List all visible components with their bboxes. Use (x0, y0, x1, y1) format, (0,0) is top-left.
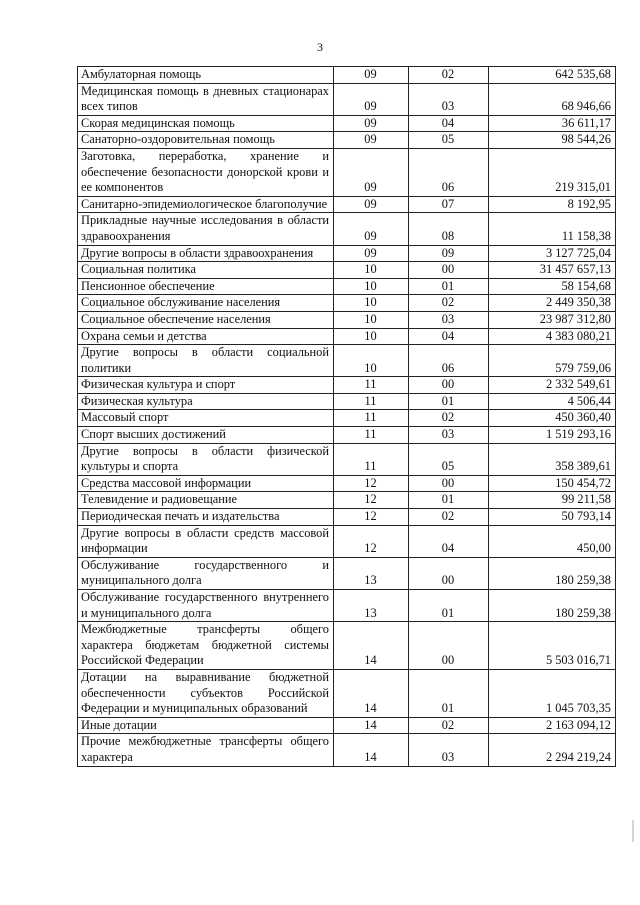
row-amount-cell: 1 519 293,16 (489, 427, 616, 444)
table-row (78, 213, 616, 245)
row-section-cell: 10 (334, 295, 409, 312)
row-name-cell: Обслуживание государственного внутреннего и муниципального долга (78, 590, 334, 622)
row-name-cell: Другие вопросы в области социальной политики (78, 345, 334, 377)
row-name-cell: Обслуживание государственного и муниципального долга (78, 557, 334, 589)
row-name-cell: Другие вопросы в области средств массовой информации (78, 525, 334, 557)
row-subsection-cell: 03 (409, 311, 489, 328)
row-subsection-cell: 00 (409, 557, 489, 589)
row-subsection-cell: 05 (409, 132, 489, 149)
table-row (78, 196, 616, 213)
row-section-cell: 09 (334, 67, 409, 84)
row-amount-cell: 58 154,68 (489, 278, 616, 295)
scan-edge-mark (632, 820, 634, 842)
table-row (78, 393, 616, 410)
table-row (78, 83, 616, 115)
row-amount-cell: 50 793,14 (489, 509, 616, 526)
row-name-cell: Периодическая печать и издательства (78, 509, 334, 526)
row-subsection-cell: 09 (409, 245, 489, 262)
row-section-cell: 11 (334, 427, 409, 444)
row-section-cell: 10 (334, 345, 409, 377)
row-amount-cell: 358 389,61 (489, 443, 616, 475)
row-subsection-cell: 08 (409, 213, 489, 245)
row-subsection-cell: 00 (409, 262, 489, 279)
row-amount-cell: 180 259,38 (489, 590, 616, 622)
row-subsection-cell: 03 (409, 427, 489, 444)
row-name-cell: Социальное обеспечение населения (78, 311, 334, 328)
row-amount-cell: 11 158,38 (489, 213, 616, 245)
row-amount-cell: 5 503 016,71 (489, 622, 616, 670)
row-name-cell: Медицинская помощь в дневных стационарах всех типов (78, 83, 334, 115)
table-row (78, 427, 616, 444)
table-row (78, 410, 616, 427)
row-section-cell: 10 (334, 311, 409, 328)
row-amount-cell: 2 332 549,61 (489, 377, 616, 394)
row-subsection-cell: 01 (409, 669, 489, 717)
row-section-cell: 13 (334, 590, 409, 622)
row-section-cell: 14 (334, 717, 409, 734)
table-row (78, 509, 616, 526)
row-section-cell: 09 (334, 132, 409, 149)
row-section-cell: 12 (334, 509, 409, 526)
row-amount-cell: 1 045 703,35 (489, 669, 616, 717)
table-row (78, 443, 616, 475)
row-section-cell: 09 (334, 115, 409, 132)
table-row (78, 295, 616, 312)
row-section-cell: 11 (334, 410, 409, 427)
row-subsection-cell: 07 (409, 196, 489, 213)
table-row (78, 262, 616, 279)
table-row (78, 115, 616, 132)
row-amount-cell: 219 315,01 (489, 148, 616, 196)
row-amount-cell: 23 987 312,80 (489, 311, 616, 328)
row-subsection-cell: 02 (409, 509, 489, 526)
row-name-cell: Пенсионное обеспечение (78, 278, 334, 295)
row-amount-cell: 450 360,40 (489, 410, 616, 427)
row-section-cell: 10 (334, 262, 409, 279)
row-subsection-cell: 02 (409, 410, 489, 427)
row-subsection-cell: 02 (409, 295, 489, 312)
table-row (78, 148, 616, 196)
row-subsection-cell: 00 (409, 622, 489, 670)
row-section-cell: 11 (334, 393, 409, 410)
row-amount-cell: 99 211,58 (489, 492, 616, 509)
row-subsection-cell: 06 (409, 345, 489, 377)
row-name-cell: Другие вопросы в области физической культуры и спорта (78, 443, 334, 475)
row-name-cell: Дотации на выравнивание бюджетной обеспеченности субъектов Российской Федерации и муниципальных образований (78, 669, 334, 717)
row-section-cell: 14 (334, 622, 409, 670)
row-subsection-cell: 03 (409, 734, 489, 766)
row-subsection-cell: 01 (409, 393, 489, 410)
row-subsection-cell: 03 (409, 83, 489, 115)
table-row (78, 475, 616, 492)
row-subsection-cell: 04 (409, 328, 489, 345)
table-row (78, 492, 616, 509)
row-subsection-cell: 00 (409, 377, 489, 394)
row-section-cell: 12 (334, 492, 409, 509)
row-name-cell: Средства массовой информации (78, 475, 334, 492)
row-section-cell: 11 (334, 377, 409, 394)
table-row (78, 557, 616, 589)
row-amount-cell: 98 544,26 (489, 132, 616, 149)
table-row (78, 590, 616, 622)
table-row (78, 734, 616, 766)
row-name-cell: Социальная политика (78, 262, 334, 279)
row-section-cell: 10 (334, 328, 409, 345)
row-subsection-cell: 01 (409, 278, 489, 295)
row-section-cell: 09 (334, 148, 409, 196)
row-name-cell: Прикладные научные исследования в области здравоохранения (78, 213, 334, 245)
row-name-cell: Межбюджетные трансферты общего характера бюджетам бюджетной системы Российской Федерации (78, 622, 334, 670)
row-amount-cell: 2 449 350,38 (489, 295, 616, 312)
row-section-cell: 12 (334, 475, 409, 492)
row-amount-cell: 36 611,17 (489, 115, 616, 132)
row-section-cell: 10 (334, 278, 409, 295)
row-name-cell: Другие вопросы в области здравоохранения (78, 245, 334, 262)
budget-table-body (78, 67, 616, 767)
row-amount-cell: 8 192,95 (489, 196, 616, 213)
row-name-cell: Амбулаторная помощь (78, 67, 334, 84)
table-row (78, 345, 616, 377)
row-amount-cell: 579 759,06 (489, 345, 616, 377)
row-amount-cell: 2 163 094,12 (489, 717, 616, 734)
row-subsection-cell: 01 (409, 492, 489, 509)
row-name-cell: Прочие межбюджетные трансферты общего характера (78, 734, 334, 766)
row-section-cell: 13 (334, 557, 409, 589)
row-subsection-cell: 04 (409, 525, 489, 557)
row-name-cell: Скорая медицинская помощь (78, 115, 334, 132)
row-name-cell: Массовый спорт (78, 410, 334, 427)
row-name-cell: Охрана семьи и детства (78, 328, 334, 345)
row-subsection-cell: 01 (409, 590, 489, 622)
row-amount-cell: 31 457 657,13 (489, 262, 616, 279)
row-name-cell: Санитарно-эпидемиологическое благополучие (78, 196, 334, 213)
row-name-cell: Спорт высших достижений (78, 427, 334, 444)
table-row (78, 132, 616, 149)
row-subsection-cell: 02 (409, 67, 489, 84)
table-row (78, 245, 616, 262)
table-row (78, 311, 616, 328)
row-amount-cell: 2 294 219,24 (489, 734, 616, 766)
row-name-cell: Физическая культура и спорт (78, 377, 334, 394)
row-subsection-cell: 05 (409, 443, 489, 475)
table-row (78, 67, 616, 84)
budget-table (77, 66, 616, 767)
table-row (78, 622, 616, 670)
table-row (78, 328, 616, 345)
row-amount-cell: 3 127 725,04 (489, 245, 616, 262)
table-row (78, 278, 616, 295)
row-section-cell: 11 (334, 443, 409, 475)
row-subsection-cell: 02 (409, 717, 489, 734)
row-name-cell: Санаторно-оздоровительная помощь (78, 132, 334, 149)
row-section-cell: 14 (334, 734, 409, 766)
row-amount-cell: 4 383 080,21 (489, 328, 616, 345)
table-row (78, 717, 616, 734)
row-amount-cell: 150 454,72 (489, 475, 616, 492)
page-number: 3 (317, 40, 323, 54)
row-amount-cell: 450,00 (489, 525, 616, 557)
table-row (78, 377, 616, 394)
row-subsection-cell: 06 (409, 148, 489, 196)
row-name-cell: Иные дотации (78, 717, 334, 734)
row-name-cell: Телевидение и радиовещание (78, 492, 334, 509)
row-subsection-cell: 04 (409, 115, 489, 132)
row-amount-cell: 642 535,68 (489, 67, 616, 84)
row-section-cell: 09 (334, 196, 409, 213)
row-amount-cell: 68 946,66 (489, 83, 616, 115)
table-row (78, 525, 616, 557)
row-name-cell: Физическая культура (78, 393, 334, 410)
row-section-cell: 14 (334, 669, 409, 717)
row-section-cell: 09 (334, 213, 409, 245)
row-name-cell: Заготовка, переработка, хранение и обеспечение безопасности донорской крови и ее компонентов (78, 148, 334, 196)
row-section-cell: 12 (334, 525, 409, 557)
table-row (78, 669, 616, 717)
row-section-cell: 09 (334, 245, 409, 262)
row-subsection-cell: 00 (409, 475, 489, 492)
row-amount-cell: 4 506,44 (489, 393, 616, 410)
row-name-cell: Социальное обслуживание населения (78, 295, 334, 312)
row-section-cell: 09 (334, 83, 409, 115)
row-amount-cell: 180 259,38 (489, 557, 616, 589)
